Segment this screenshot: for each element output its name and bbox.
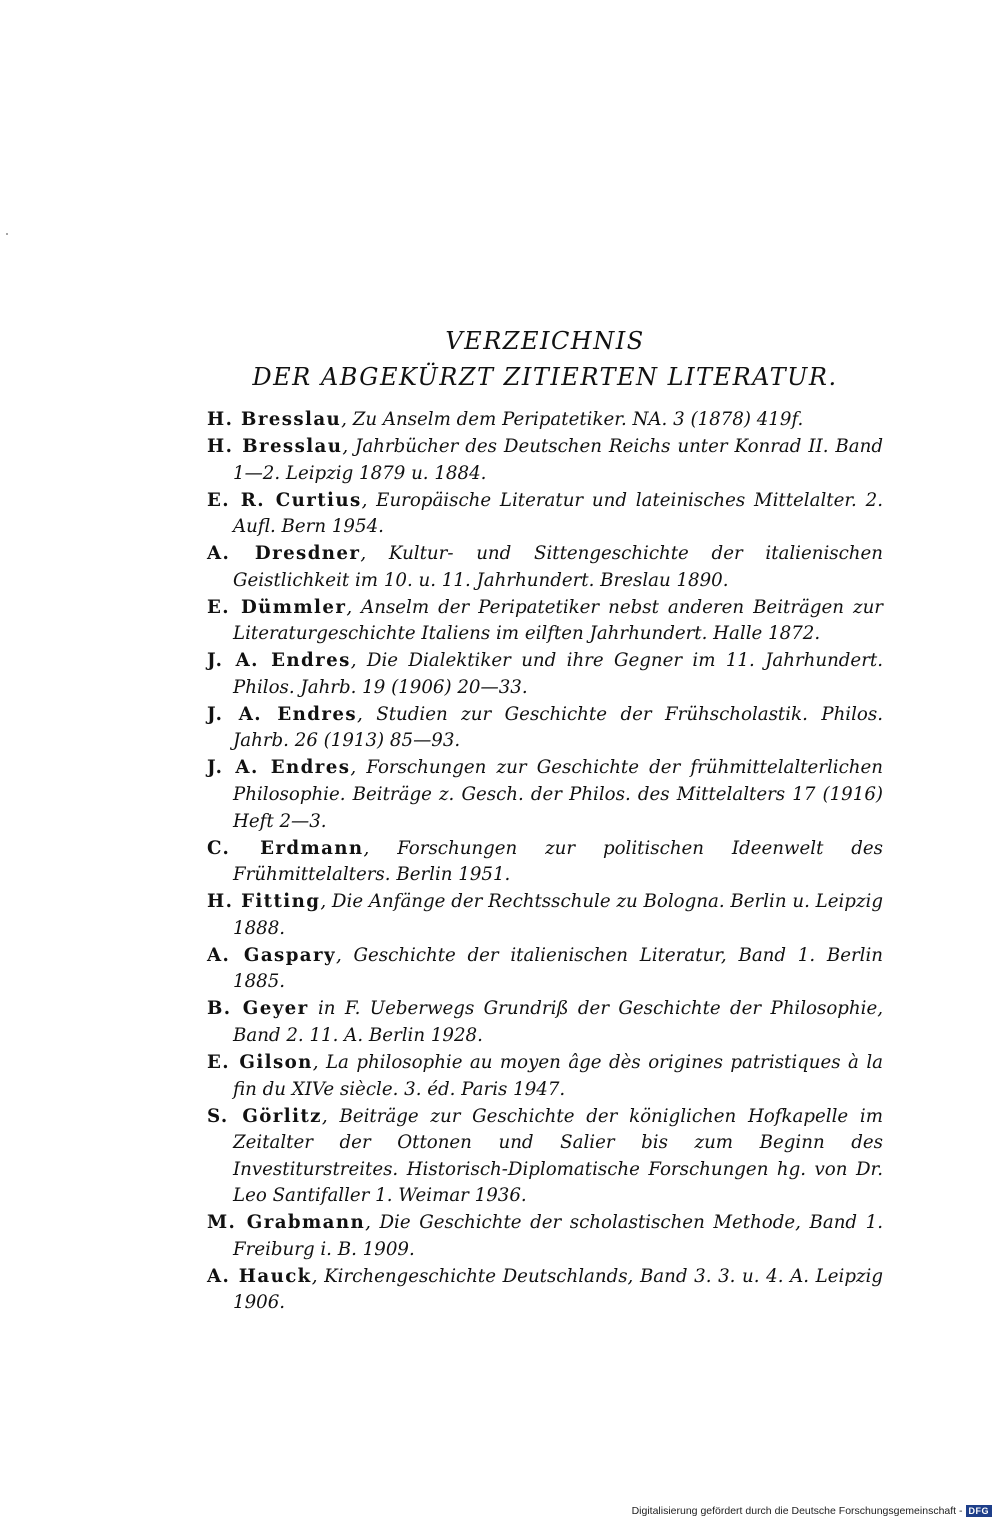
bibliography-entry [207,488,883,541]
entry-text: , Zu Anselm dem Peripatetiker. NA. 3 (1878) 419f. [341,409,804,430]
entry-author: H. Bresslau [207,435,343,457]
bibliography-entry [207,889,883,942]
entry-author: J. A. Endres [207,650,351,672]
bibliography-entry [207,1264,883,1317]
entry-text: , Die Anfänge der Rechtsschule zu Bologna. Berlin u. Leipzig 1888. [233,891,883,939]
entry-author: E. Gilson [207,1051,313,1073]
entry-author: J. A. Endres [207,703,358,725]
entry-text: , Studien zur Geschichte der Frühscholastik. Philos. Jahrb. 26 (1913) 85—93. [233,703,883,752]
entry-author: E. R. Curtius [207,489,362,511]
bibliography-entry [207,1050,883,1103]
entry-text: , Forschungen zur Geschichte der frühmittelalterlichen Philosophie. Beiträge z. Gesch. der Philos. des Mittelalters 17 (1916) Heft 2—3. [233,757,883,832]
bibliography-entry [207,407,883,434]
entry-text: , Forschungen zur politischen Ideenwelt des Frühmittelalters. Berlin 1951. [233,837,883,886]
bibliography-entry [207,755,883,835]
entry-author: S. Görlitz [207,1105,322,1127]
entry-text: in F. Ueberwegs Grundriß der Geschichte der Philosophie, Band 2. 11. A. Berlin 1928. [233,998,883,1046]
scan-speck [6,233,8,235]
bibliography-entry [207,434,883,487]
dfg-logo[interactable]: DFG [966,1505,993,1517]
footer-credit [632,1505,992,1517]
entry-author: J. A. Endres [207,757,351,779]
entry-text: , Anselm der Peripatetiker nebst anderen Beiträgen zur Literaturgeschichte Italiens im eilften Jahrhundert. Halle 1872. [233,596,883,645]
footer-text: Digitalisierung gefördert durch die Deutsche Forschungsgemeinschaft - [631,1505,963,1517]
entry-text: , Kirchengeschichte Deutschlands, Band 3. 3. u. 4. A. Leipzig 1906. [233,1265,884,1314]
bibliography-entry [207,648,883,701]
entry-text: , Beiträge zur Geschichte der königlichen Hofkapelle im Zeitalter der Ottonen und Salier bis zum Beginn des Investiturstreites. Historisch-Diplomatische Forschungen hg. von Dr. Leo Santifaller 1. Weimar 1936. [233,1105,883,1207]
entry-text: , Europäische Literatur und lateinisches Mittelalter. 2. Aufl. Bern 1954. [233,489,883,538]
entry-author: H. Bresslau [207,409,342,430]
bibliography-entry [207,702,883,755]
bibliography-entry [207,996,883,1049]
bibliography-entry [207,1210,883,1263]
entry-author: A. Gaspary [207,944,336,966]
entry-text: , Geschichte der italienischen Literatur, Band 1. Berlin 1885. [233,944,884,993]
entry-text: , Kultur- und Sittengeschichte der italienischen Geistlichkeit im 10. u. 11. Jahrhundert. Breslau 1890. [233,543,883,591]
entry-text: , Jahrbücher des Deutschen Reichs unter Konrad II. Band 1—2. Leipzig 1879 u. 1884. [233,435,883,484]
entry-author: B. Geyer [207,998,309,1020]
page-subtitle: DER ABGEKÜRZT ZITIERTEN LITERATUR. [252,363,838,391]
entry-text: , Die Geschichte der scholastischen Methode, Band 1. Freiburg i. B. 1909. [233,1212,883,1260]
entry-author: A. Dresdner [207,543,361,565]
bibliography-entry [207,595,883,648]
entry-author: M. Grabmann [207,1212,366,1234]
entry-text: , La philosophie au moyen âge dès origines patristiques à la fin du XIVe siècle. 3. éd. Paris 1947. [233,1051,883,1100]
bibliography-entry [207,943,883,996]
entry-author: H. Fitting [207,891,321,913]
entry-author: A. Hauck [207,1265,312,1287]
page-title: VERZEICHNIS [445,327,645,355]
bibliography-entry [207,1104,883,1210]
bibliography-entry [207,541,883,594]
entry-author: E. Dümmler [207,596,347,618]
entry-text: , Die Dialektiker und ihre Gegner im 11. Jahrhundert. Philos. Jahrb. 19 (1906) 20—33. [233,650,883,698]
bibliography-list [207,407,883,1317]
bibliography-entry [207,836,883,889]
entry-author: C. Erdmann [207,837,364,859]
